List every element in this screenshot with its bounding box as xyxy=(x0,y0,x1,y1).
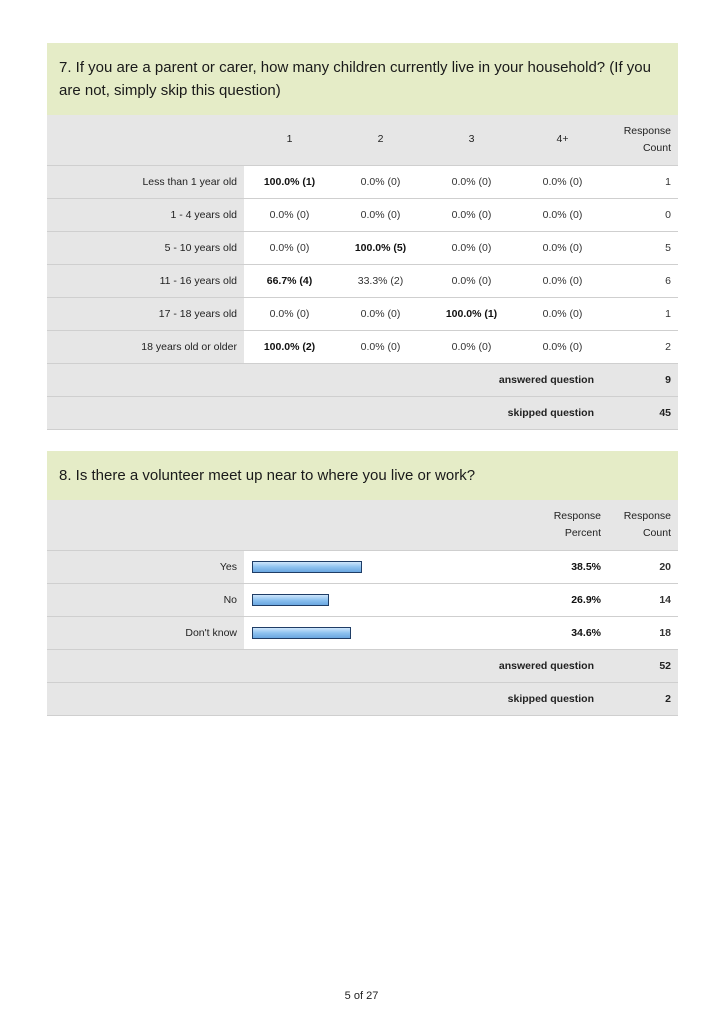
response-count: 1 xyxy=(608,165,678,198)
header-line: Response xyxy=(623,124,671,137)
column-header: 3 xyxy=(426,115,517,165)
answered-label: answered question xyxy=(47,649,608,682)
table-cell: 33.3% (2) xyxy=(335,264,426,297)
answered-label: answered question xyxy=(47,363,608,396)
response-count: 6 xyxy=(608,264,678,297)
table-cell: 0.0% (0) xyxy=(335,198,426,231)
skipped-label: skipped question xyxy=(47,682,608,715)
row-label: 17 - 18 years old xyxy=(47,297,244,330)
table-cell: 0.0% (0) xyxy=(517,264,608,297)
response-percent: 26.9% xyxy=(538,583,608,616)
table-cell: 100.0% (5) xyxy=(335,231,426,264)
header-blank xyxy=(47,115,244,165)
response-count: 18 xyxy=(608,616,678,649)
question-7-table xyxy=(47,115,678,430)
header-line: Percent xyxy=(564,526,601,539)
response-bar xyxy=(252,627,351,639)
row-label: Less than 1 year old xyxy=(47,165,244,198)
skipped-row xyxy=(47,682,678,715)
response-bar xyxy=(252,561,362,573)
header-line: Response xyxy=(623,509,671,522)
table-cell: 0.0% (0) xyxy=(517,198,608,231)
table-row xyxy=(47,616,678,649)
row-label: 18 years old or older xyxy=(47,330,244,363)
header-blank xyxy=(244,500,538,550)
response-count: 14 xyxy=(608,583,678,616)
response-count-header xyxy=(608,115,678,165)
response-count: 20 xyxy=(608,550,678,583)
table-cell: 100.0% (2) xyxy=(244,330,335,363)
table-row xyxy=(47,165,678,198)
page-number: 5 of 27 xyxy=(344,990,379,1002)
table-cell: 0.0% (0) xyxy=(517,297,608,330)
response-percent: 34.6% xyxy=(538,616,608,649)
table-cell: 0.0% (0) xyxy=(517,231,608,264)
skipped-row xyxy=(47,396,678,429)
skipped-label: skipped question xyxy=(47,396,608,429)
column-header: 2 xyxy=(335,115,426,165)
response-count-header xyxy=(608,500,678,550)
bar-cell xyxy=(244,616,538,649)
answered-value: 52 xyxy=(608,649,678,682)
table-cell: 0.0% (0) xyxy=(426,198,517,231)
table-row xyxy=(47,198,678,231)
question-8-block xyxy=(47,451,678,716)
table-row xyxy=(47,550,678,583)
question-7-block xyxy=(47,43,678,430)
table-row xyxy=(47,264,678,297)
row-label: 5 - 10 years old xyxy=(47,231,244,264)
row-label: Yes xyxy=(47,550,244,583)
response-percent: 38.5% xyxy=(538,550,608,583)
header-line: Count xyxy=(642,141,671,154)
answered-row xyxy=(47,363,678,396)
bar-cell xyxy=(244,550,538,583)
answered-value: 9 xyxy=(608,363,678,396)
table-cell: 0.0% (0) xyxy=(335,165,426,198)
table-cell: 0.0% (0) xyxy=(426,165,517,198)
response-count: 2 xyxy=(608,330,678,363)
question-8-title: 8. Is there a volunteer meet up near to where you live or work? xyxy=(47,451,678,500)
column-header: 4+ xyxy=(517,115,608,165)
table-cell: 0.0% (0) xyxy=(517,330,608,363)
header-line: Response xyxy=(553,509,601,522)
row-label: 11 - 16 years old xyxy=(47,264,244,297)
table-cell: 0.0% (0) xyxy=(244,231,335,264)
column-header: 1 xyxy=(244,115,335,165)
table-cell: 100.0% (1) xyxy=(426,297,517,330)
question-7-title: 7. If you are a parent or carer, how many children currently live in your household? (If you are not, simply skip this question) xyxy=(47,43,678,115)
skipped-value: 2 xyxy=(608,682,678,715)
row-label: No xyxy=(47,583,244,616)
table-cell: 66.7% (4) xyxy=(244,264,335,297)
table-cell: 0.0% (0) xyxy=(335,297,426,330)
row-label: Don't know xyxy=(47,616,244,649)
table-cell: 100.0% (1) xyxy=(244,165,335,198)
question-8-table xyxy=(47,500,678,716)
table-cell: 0.0% (0) xyxy=(426,231,517,264)
response-bar xyxy=(252,594,329,606)
response-percent-header xyxy=(538,500,608,550)
table-cell: 0.0% (0) xyxy=(517,165,608,198)
question-8-header-row xyxy=(47,500,678,550)
header-blank xyxy=(47,500,244,550)
table-row xyxy=(47,330,678,363)
table-cell: 0.0% (0) xyxy=(335,330,426,363)
response-count: 5 xyxy=(608,231,678,264)
table-cell: 0.0% (0) xyxy=(244,297,335,330)
table-cell: 0.0% (0) xyxy=(426,264,517,297)
row-label: 1 - 4 years old xyxy=(47,198,244,231)
response-count: 1 xyxy=(608,297,678,330)
table-cell: 0.0% (0) xyxy=(244,198,335,231)
skipped-value: 45 xyxy=(608,396,678,429)
table-row xyxy=(47,297,678,330)
table-cell: 0.0% (0) xyxy=(426,330,517,363)
response-count: 0 xyxy=(608,198,678,231)
table-row xyxy=(47,583,678,616)
bar-cell xyxy=(244,583,538,616)
question-7-header-row xyxy=(47,115,678,165)
header-line: Count xyxy=(642,526,671,539)
answered-row xyxy=(47,649,678,682)
table-row xyxy=(47,231,678,264)
